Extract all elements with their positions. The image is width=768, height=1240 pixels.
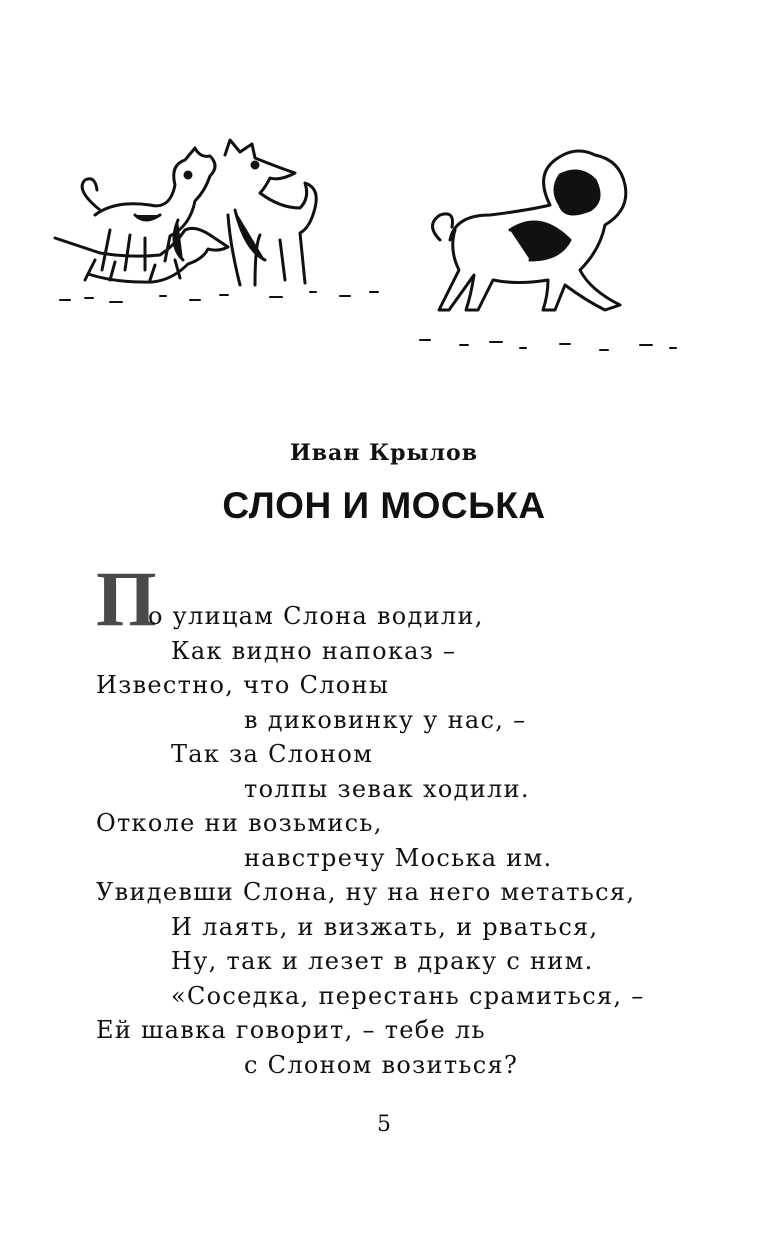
poem-title: СЛОН И МОСЬКА (222, 485, 546, 526)
pug-icon (433, 151, 626, 310)
dachshund-icon (55, 220, 228, 282)
poem-line: Отколе ни возьмись, (96, 809, 383, 837)
poem-line: Ну, так и лезет в драку с ним. (171, 947, 594, 975)
poem-line: Ей шавка говорит, – тебе ль (96, 1016, 486, 1044)
poem-line: «Соседка, перестань срамиться, – (171, 982, 645, 1010)
husky-icon (225, 140, 316, 285)
dogs-and-pug-illustration (40, 120, 740, 380)
poem-line: Как видно напоказ – (171, 637, 457, 665)
poem-line: Увидевши Слона, ну на него метаться, (96, 878, 636, 906)
poem-line: И лаять, и визжать, и рваться, (171, 913, 599, 941)
author-name: Иван Крылов (289, 440, 478, 466)
small-dog-icon (82, 148, 215, 270)
page-number: 5 (377, 1112, 391, 1137)
poem-line: Так за Слоном (171, 740, 374, 768)
poem-line: в диковинку у нас, – (244, 706, 527, 734)
poem-line: Известно, что Слоны (96, 671, 390, 699)
drop-cap: П (96, 555, 155, 642)
poem-line: о улицам Слона водили, (148, 602, 484, 630)
poem-line: навстречу Моська им. (244, 844, 553, 872)
poem-line: толпы зевак ходили. (244, 775, 530, 803)
poem-line: с Слоном возиться? (244, 1051, 519, 1079)
